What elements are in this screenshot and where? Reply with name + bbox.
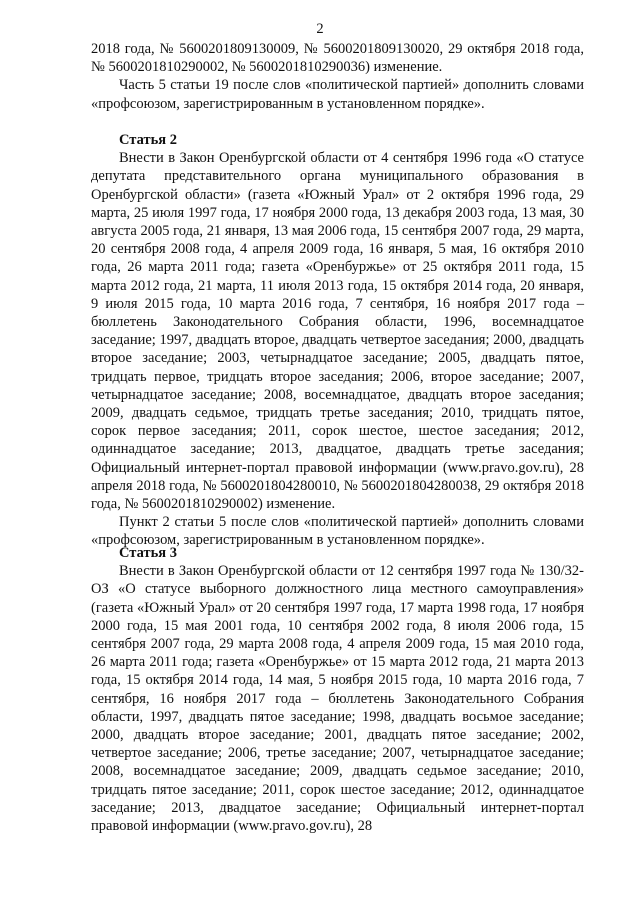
article-2-paragraph-1: Внести в Закон Оренбургской области от 4 сентября 1996 года «О статусе депутата представительного органа муниципального образования в Оренбургской области» (газета «Южный Урал» от 2 октября 1996 года, 29 марта, 25 июля 1997 года, 17 ноября 2000 года, 13 декабря 2003 года, 13 мая, 30 августа 2005 года, 21 января, 13 мая 2006 года, 15 сентября 2007 года, 29 марта, 20 сентября 2008 года, 4 апреля 2009 года, 16 января, 5 мая, 16 октября 2010 года, 26 марта 2011 года; газета «Оренбуржье» от 25 октября 2011 года, 15 марта 2012 года, 21 марта, 11 июля 2013 года, 15 октября 2014 года, 20 января, 9 июля 2015 года, 10 марта 2016 года, 7 сентября, 16 ноября 2017 года – бюллетень Законодательного Собрания области, 1996, восемнадцатое заседание; 1997, двадцать второе, двадцать четвертое заседания; 2000, двадцать второе заседание; 2003, четырнадцатое заседание; 2005, двадцать пятое, тридцать первое, тридцать второе заседания; 2006, второе заседание; 2007, четырнадцатое заседание; 2008, восемнадцатое, двадцать второе заседания; 2009, двадцать седьмое, тридцать третье заседания; 2010, тридцать пятое, сорок первое заседания; 2011, сорок шестое, шестое заседания; 2012, одиннадцатое заседание; 2013, двадцатое, двадцать третье заседания; Официальный интернет-портал правовой информации (www.pravo.gov.ru), 28 апреля 2018 года, № 5600201804280010, № 5600201804280038, 29 октября 2018 года, № 5600201810290002) изменение. [91,150,584,513]
section-1 [91,40,584,113]
article-2 [91,131,584,550]
article-3-heading: Статья 3 [119,545,177,561]
article-3-paragraph-1: Внести в Закон Оренбургской области от 12 сентября 1997 года № 130/32-ОЗ «О статусе выборного должностного лица местного самоуправления» (газета «Южный Урал» от 20 сентября 1997 года, 17 марта 1998 года, 17 ноября 2000 года, 15 мая 2001 года, 10 сентября 2002 года, 8 июля 2006 года, 15 сентября 2007 года, 29 марта 2008 года, 4 апреля 2009 года, 15 мая 2010 года, 26 марта 2011 года; газета «Оренбуржье» от 15 марта 2012 года, 21 марта 2013 года, 15 октября 2014 года, 14 мая, 5 ноября 2015 года, 10 марта 2016 года, 7 сентября, 16 ноября 2017 года – бюллетень Законодательного Собрания области, 1997, двадцать пятое заседание; 1998, двадцать восьмое заседание; 2000, двадцать второе заседание; 2001, двадцать пятое заседание; 2002, четвертое заседание; 2006, третье заседание; 2007, четырнадцатое заседание; 2008, восемнадцатое заседание; 2009, двадцать седьмое заседание; 2010, тридцать пятое заседание; 2011, сорок шестое заседание; 2012, одиннадцатое заседание; 2013, двадцатое заседание; Официальный интернет-портал правовой информации (www.pravo.gov.ru), 28 [91,563,584,835]
paragraph-amendment-part5: Часть 5 статьи 19 после слов «политической партией» дополнить словами «профсоюзом, зарегистрированным в установленном порядке». [91,77,584,112]
paragraph-continuation: 2018 года, № 5600201809130009, № 5600201809130020, 29 октября 2018 года, № 5600201810290002, № 5600201810290036) изменение. [91,41,584,76]
article-3 [91,544,584,835]
article-2-paragraph-2: Пункт 2 статьи 5 после слов «политической партией» дополнить словами «профсоюзом, зарегистрированным в установленном порядке». [91,514,584,549]
article-2-heading: Статья 2 [119,132,177,148]
page-number: 2 [316,21,324,37]
